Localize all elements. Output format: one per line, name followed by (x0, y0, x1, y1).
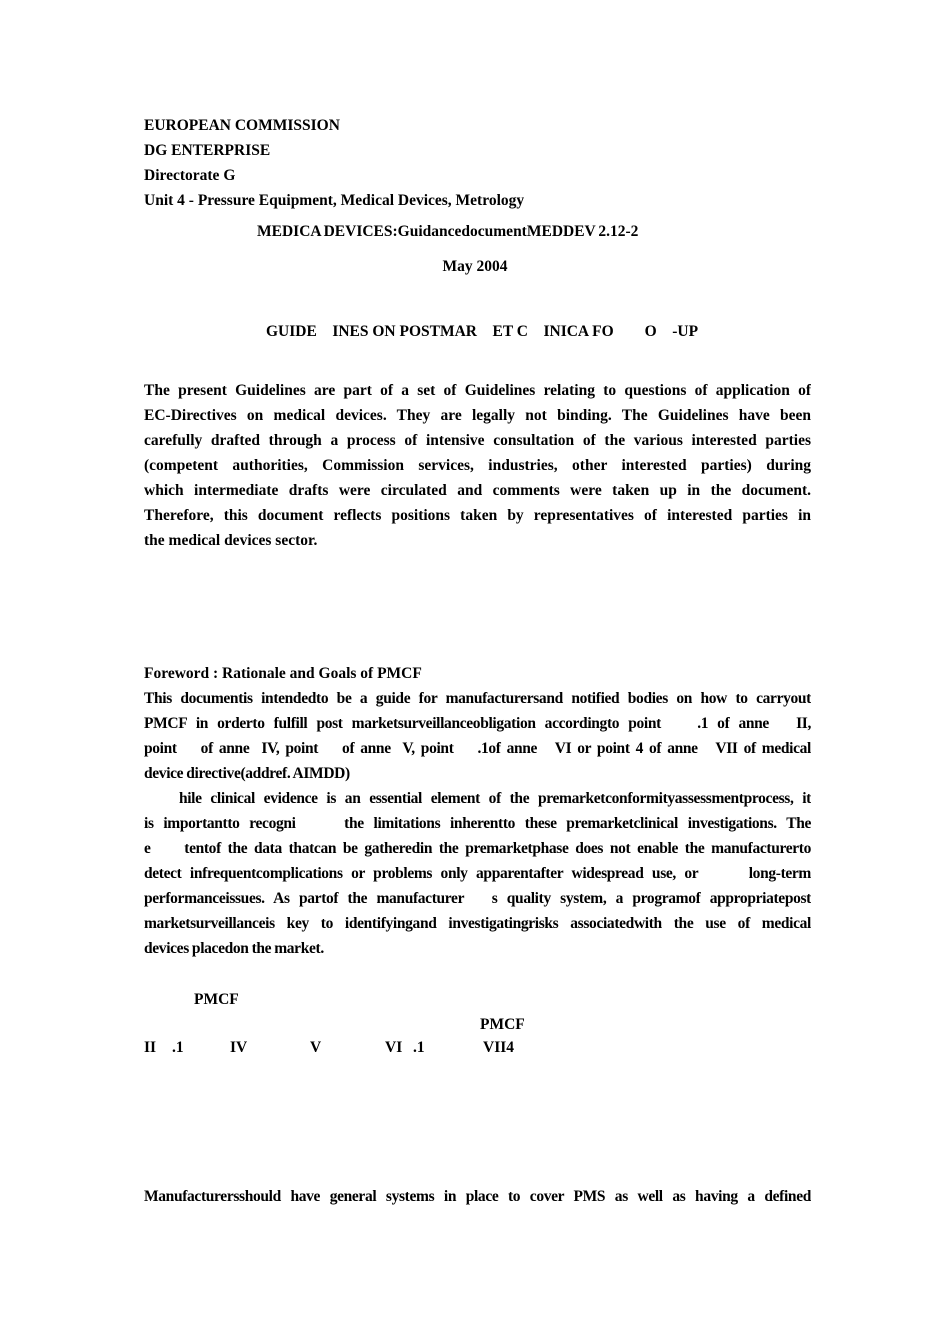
fragment-text: VI (385, 1039, 403, 1056)
fragment-pmcf: PMCF (480, 1016, 525, 1033)
closing-line: Manufacturersshould have general systems in place to cover PMS as well as having a defined (144, 1188, 811, 1205)
foreword-line: is importantto recogni the limitations inherentto these premarketclinical investigations. The (144, 815, 811, 832)
foreword-line: device directive(addref. AIMDD) (144, 765, 350, 782)
fragment-text: II (144, 1039, 157, 1056)
foreword-heading: Foreword : Rationale and Goals of PMCF (144, 665, 422, 682)
intro-line: which intermediate drafts were circulated and comments were taken up in the document. (144, 482, 811, 499)
foreword-line: performanceissues. As partof the manufacturer s quality system, a programof appropriatepost (144, 890, 811, 907)
dg-name: DG ENTERPRISE (144, 142, 271, 159)
foreword-line: e tentof the data thatcan be gatheredin the premarketphase does not enable the manufacturerto (144, 840, 811, 857)
intro-line: The present Guidelines are part of a set of Guidelines relating to questions of application of (144, 382, 811, 399)
closing-paragraph (144, 1184, 811, 1209)
foreword-line: PMCF in orderto fulfill post marketsurveillanceobligation accordingto point .1 of anne II, (144, 715, 811, 732)
doc-date: May 2004 (442, 258, 508, 275)
foreword-line: This documentis intendedto be a guide for manufacturersand notified bodies on how to carryout (144, 690, 811, 707)
intro-line: carefully drafted through a process of intensive consultation of the various interested parties (144, 432, 811, 449)
fragment-pmcf: PMCF (194, 991, 239, 1008)
intro-line: the medical devices sector. (144, 532, 318, 549)
foreword-line: point of anne IV, point of anne V, point .1of anne VI or point 4 of anne VII of medical (144, 740, 811, 757)
foreword-line: devices placedon the market. (144, 940, 324, 957)
unit-name: Unit 4 - Pressure Equipment, Medical Devices, Metrology (144, 192, 525, 209)
intro-paragraph (144, 378, 811, 553)
foreword-line: detect infrequentcomplications or problems only apparentafter widespread use, or long-term (144, 865, 811, 882)
fragment-text: .1 (172, 1039, 184, 1056)
doc-title: GUIDE INES ON POSTMAR ET C INICA FO O -UP (266, 323, 699, 340)
fragment-text: VII4 (483, 1039, 515, 1056)
fragment-text: V (310, 1039, 322, 1056)
intro-line: Therefore, this document reflects positions taken by representatives of interested parties in (144, 507, 811, 524)
foreword-line: marketsurveillanceis key to identifyingand investigatingrisks associatedwith the use of medical (144, 915, 811, 932)
intro-line: (competent authorities, Commission services, industries, other interested parties) during (144, 457, 811, 474)
doc-reference: MEDICA DEVICES:GuidancedocumentMEDDEV 2.12-2 (257, 223, 639, 240)
directorate: Directorate G (144, 167, 236, 184)
intro-line: EC-Directives on medical devices. They are legally not binding. The Guidelines have been (144, 407, 811, 424)
fragment-text: .1 (413, 1039, 425, 1056)
fragment-text: IV (230, 1039, 248, 1056)
org-name: EUROPEAN COMMISSION (144, 117, 340, 134)
foreword-paragraph (144, 686, 811, 961)
foreword-line: hile clinical evidence is an essential element of the premarketconformityassessmentprocess, it (144, 790, 811, 807)
